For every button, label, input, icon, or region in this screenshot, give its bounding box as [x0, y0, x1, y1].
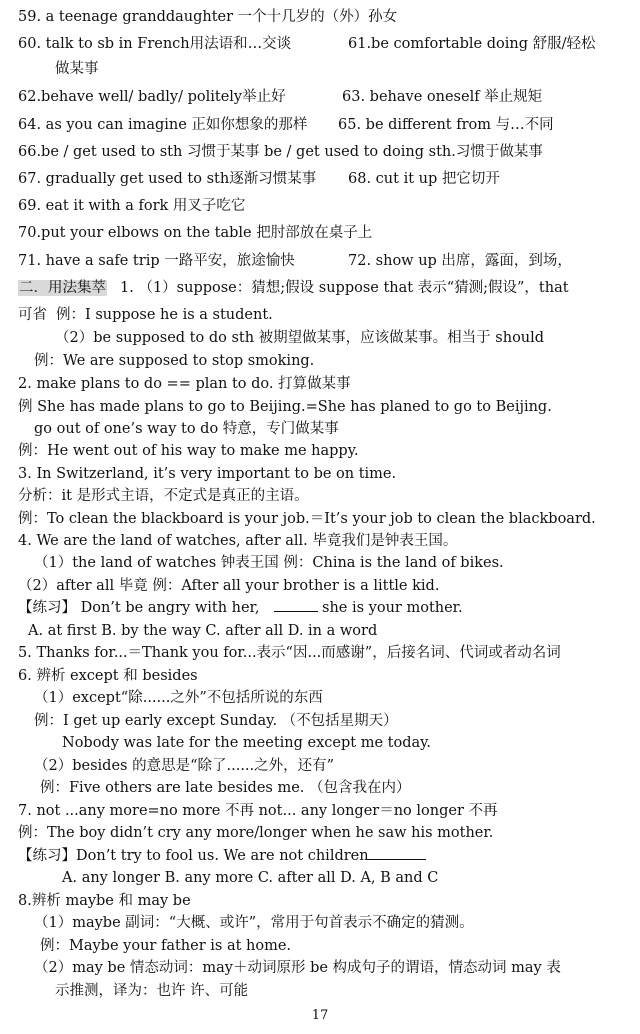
text-segment: （2）besides 的意思是“除了......之外，还有”: [34, 758, 335, 774]
text-segment: 64. as you can imagine 正如你想象的那样: [18, 117, 308, 133]
text-segment: 62.behave well/ badly/ politely举止好: [18, 89, 286, 105]
text-segment: 61.be comfortable doing 舒服/轻松: [348, 36, 596, 52]
text-segment: 69. eat it with a fork 用叉子吃它: [18, 198, 246, 214]
text-segment: 可省: [18, 307, 47, 323]
text-segment: 例 She has made plans to go to Beijing.=She has planed to go to Beijing.: [18, 399, 552, 415]
text-segment: （2）may be 情态动词：may＋动词原形 be 构成句子的谓语，情态动词 may 表: [34, 960, 561, 976]
text-segment: 8.辨析 maybe 和 may be: [18, 893, 191, 909]
text-segment: 7. not ...any more=no more 不再 not... any longer＝no longer 不再: [18, 803, 498, 819]
text-segment: 2. make plans to do == plan to do. 打算做某事: [18, 376, 351, 392]
text-segment: 做某事: [55, 61, 99, 77]
text-segment: she is your mother.: [322, 600, 463, 616]
answer-blank: [366, 845, 426, 867]
answer-blank: [274, 597, 318, 619]
text-segment: 例：I suppose he is a student.: [56, 307, 273, 323]
text-segment: 66.be / get used to sth 习惯于某事 be / get used to doing sth.习惯于做某事: [18, 144, 543, 160]
text-segment: Nobody was late for the meeting except me today.: [62, 735, 431, 751]
text-segment: 59. a teenage granddaughter 一个十几岁的（外）孙女: [18, 9, 398, 25]
text-segment: 71. have a safe trip 一路平安，旅途愉快: [18, 253, 295, 269]
text-segment: 65. be different from 与…不同: [338, 117, 554, 133]
text-segment: 例：We are supposed to stop smoking.: [34, 353, 315, 369]
text-segment: 72. show up 出席，露面，到场，: [348, 253, 572, 269]
text-segment: （1）maybe 副词：“大概、或许”，常用于句首表示不确定的猜测。: [34, 915, 474, 931]
text-segment: 1. （1）suppose：猜想;假设 suppose that 表示“猜测;假设”，that: [120, 280, 569, 296]
text-segment: （2）after all 毕竟 例：After all your brother is a little kid.: [18, 578, 440, 594]
text-segment: 60. talk to sb in French用法语和…交谈: [18, 36, 292, 52]
text-segment: 例：Five others are late besides me. （包含我在内）: [40, 780, 411, 796]
text-segment: （1）the land of watches 钟表王国 例：China is the land of bikes.: [34, 555, 504, 571]
section-heading: 二．用法集萃: [19, 280, 106, 296]
text-segment: （2）be supposed to do sth 被期望做某事，应该做某事。相当于 should: [55, 330, 545, 346]
text-segment: 例：The boy didn’t cry any more/longer when he saw his mother.: [18, 825, 494, 841]
text-segment: 例：To clean the blackboard is your job.＝It’s your job to clean the blackboard.: [18, 511, 596, 527]
text-segment: A. at first B. by the way C. after all D. in a word: [28, 623, 378, 639]
text-segment: 例：I get up early except Sunday. （不包括星期天）: [34, 713, 398, 729]
text-segment: 67. gradually get used to sth逐渐习惯某事: [18, 171, 317, 187]
text-segment: 6. 辨析 except 和 besides: [18, 668, 198, 684]
text-segment: 4. We are the land of watches, after all. 毕竟我们是钟表王国。: [18, 533, 458, 549]
text-segment: 5. Thanks for...＝Thank you for...表示“因...而感谢”，后接名词、代词或者动名词: [18, 645, 561, 661]
text-segment: （1）except“除......之外”不包括所说的东西: [34, 690, 323, 706]
text-segment: 68. cut it up 把它切开: [348, 171, 500, 187]
text-segment: go out of one’s way to do 特意，专门做某事: [34, 421, 339, 437]
text-segment: 70.put your elbows on the table 把肘部放在桌子上: [18, 225, 373, 241]
text-segment: 【练习】Don’t try to fool us. We are not children: [18, 848, 369, 864]
text-segment: 示推测，译为：也许 许、可能: [55, 983, 249, 999]
text-segment: 例：He went out of his way to make me happy.: [18, 443, 359, 459]
text-segment: 例：Maybe your father is at home.: [40, 938, 292, 954]
text-segment: 分析：it 是形式主语，不定式是真正的主语。: [18, 488, 309, 504]
page-number: 17: [311, 1008, 329, 1023]
text-segment: 【练习】 Don’t be angry with her,: [18, 600, 260, 616]
text-segment: 63. behave oneself 举止规矩: [342, 89, 543, 105]
text-segment: A. any longer B. any more C. after all D. A, B and C: [62, 870, 439, 886]
text-segment: 3. In Switzerland, it’s very important to be on time.: [18, 466, 397, 482]
